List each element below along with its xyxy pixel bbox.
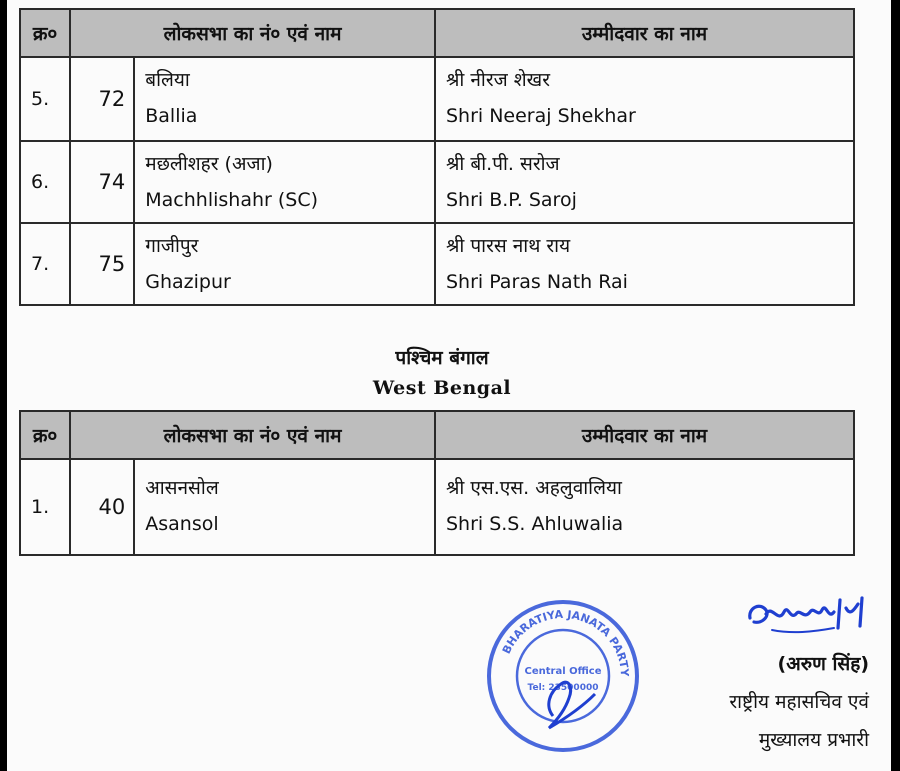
header-constituency: लोकसभा का नं० एवं नाम — [70, 9, 435, 57]
serial-number: 7. — [20, 223, 70, 305]
constituency-name — [134, 141, 435, 223]
candidate-name — [435, 223, 854, 305]
constituency-number: 40 — [70, 459, 134, 555]
table-row — [20, 223, 854, 305]
header-constituency: लोकसभा का नं० एवं नाम — [70, 411, 435, 459]
candidate-table-west-bengal — [19, 410, 855, 556]
constituency-name — [134, 459, 435, 555]
handwritten-signature-icon — [742, 590, 874, 642]
serial-number: 1. — [20, 459, 70, 555]
serial-number: 6. — [20, 141, 70, 223]
header-candidate: उम्मीदवार का नाम — [435, 411, 854, 459]
header-serial: क्र० — [20, 411, 70, 459]
constituency-name-hindi: बलिया — [145, 69, 190, 91]
candidate-name-english: Shri S.S. Ahluwalia — [445, 513, 624, 535]
constituency-number: 75 — [70, 223, 134, 305]
header-candidate: उम्मीदवार का नाम — [435, 9, 854, 57]
stamp-ring-text: BHARATIYA JANATA PARTY — [499, 607, 632, 677]
table-header-row — [20, 411, 854, 459]
stamp-office-label: Central Office — [524, 666, 602, 677]
constituency-number: 72 — [70, 57, 134, 141]
constituency-name — [134, 57, 435, 141]
signer-designation-line2: मुख्यालय प्रभारी — [758, 729, 869, 751]
candidate-name-hindi: श्री बी.पी. सरोज — [445, 153, 560, 175]
constituency-name-english: Ghazipur — [145, 271, 231, 293]
candidate-name-hindi: श्री पारस नाथ राय — [445, 235, 571, 257]
candidate-name — [435, 57, 854, 141]
table-row — [20, 141, 854, 223]
table-row — [20, 459, 854, 555]
stamp-phone-label: Tel: 23500000 — [527, 683, 599, 693]
constituency-name-english: Ballia — [145, 105, 198, 127]
header-serial: क्र० — [20, 9, 70, 57]
candidate-name-english: Shri Paras Nath Rai — [445, 271, 628, 293]
constituency-name — [134, 223, 435, 305]
candidate-name — [435, 459, 854, 555]
document-page — [7, 0, 891, 771]
constituency-name-hindi: मछलीशहर (अजा) — [145, 153, 273, 175]
signer-name: (अरुण सिंह) — [777, 653, 869, 675]
constituency-name-hindi: गाजीपुर — [145, 235, 199, 257]
candidate-name-english: Shri B.P. Saroj — [445, 189, 577, 211]
constituency-name-english: Asansol — [145, 513, 219, 535]
constituency-number: 74 — [70, 141, 134, 223]
table-row — [20, 57, 854, 141]
constituency-name-english: Machhlishahr (SC) — [145, 189, 319, 211]
constituency-name-hindi: आसनसोल — [145, 477, 219, 499]
candidate-name — [435, 141, 854, 223]
section-title-english: West Bengal — [372, 377, 512, 399]
candidate-name-hindi: श्री एस.एस. अहलुवालिया — [445, 477, 622, 499]
table-header-row — [20, 9, 854, 57]
serial-number: 5. — [20, 57, 70, 141]
candidate-name-hindi: श्री नीरज शेखर — [445, 69, 550, 91]
candidate-name-english: Shri Neeraj Shekhar — [445, 105, 636, 127]
candidate-table-uttar-pradesh — [19, 8, 855, 306]
section-title-hindi: पश्चिम बंगाल — [395, 347, 489, 369]
signer-designation-line1: राष्ट्रीय महासचिव एवं — [729, 691, 869, 713]
